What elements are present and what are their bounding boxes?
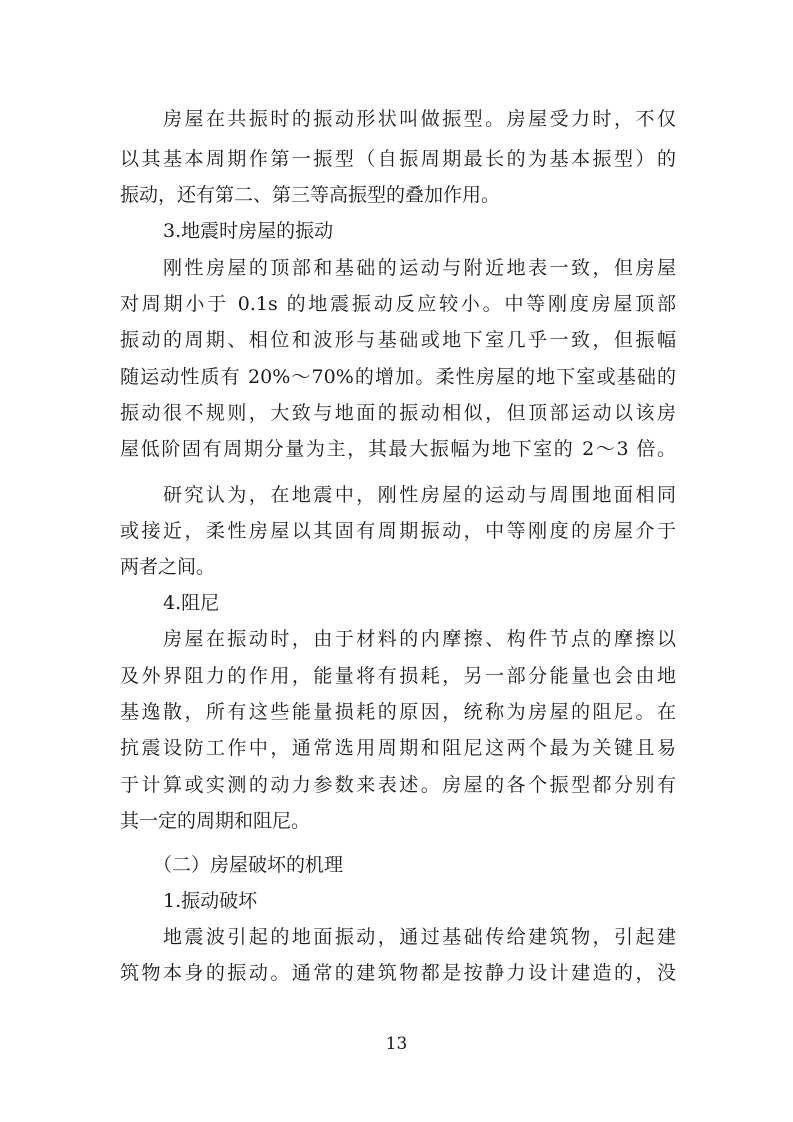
section-heading: （二）房屋破坏的机理 [153,854,344,876]
paragraph-line: 筑物本身的振动。通常的建筑物都是按静力设计建造的，没 [120,962,676,984]
paragraph-line: 对周期小于 0.1s 的地震振动反应较小。中等刚度房屋顶部 [120,293,676,315]
paragraph-line: 于计算或实测的动力参数来表述。房屋的各个振型都分别有 [120,774,676,796]
section-heading: 3.地震时房屋的振动 [163,220,334,242]
paragraph-line: 随运动性质有 20%～70%的增加。柔性房屋的地下室或基础的 [120,366,676,388]
paragraph-line: 研究认为，在地震中，刚性房屋的运动与周围地面相同 [163,484,676,506]
paragraph-line: 房屋在共振时的振动形状叫做振型。房屋受力时，不仅 [163,108,676,130]
section-heading: 4.阻尼 [163,592,220,614]
paragraph-line: 及外界阻力的作用，能量将有损耗，另一部分能量也会由地 [120,665,676,687]
page-number: 13 [385,1034,408,1054]
paragraph-line: 抗震设防工作中，通常选用周期和阻尼这两个最为关键且易 [120,737,676,759]
paragraph-line: 屋低阶固有周期分量为主，其最大振幅为地下室的 2～3 倍。 [120,438,676,460]
paragraph-line: 刚性房屋的顶部和基础的运动与附近地表一致，但房屋 [163,257,676,279]
paragraph-line: 或接近，柔性房屋以其固有周期振动，中等刚度的房屋介于 [120,520,676,542]
paragraph-line: 基逸散，所有这些能量损耗的原因，统称为房屋的阻尼。在 [120,701,676,723]
paragraph-line: 房屋在振动时，由于材料的内摩擦、构件节点的摩擦以 [163,628,676,650]
paragraph-line: 以其基本周期作第一振型（自振周期最长的为基本振型）的 [120,148,676,170]
paragraph-line: 振动很不规则，大致与地面的振动相似，但顶部运动以该房 [120,402,676,424]
paragraph-line: 振动的周期、相位和波形与基础或地下室几乎一致，但振幅 [120,329,676,351]
paragraph-line: 两者之间。 [120,556,216,578]
paragraph-line: 其一定的周期和阻尼。 [120,810,311,832]
section-heading: 1.振动破坏 [163,890,258,912]
paragraph-line: 振动，还有第二、第三等高振型的叠加作用。 [120,184,501,206]
paragraph-line: 地震波引起的地面振动，通过基础传给建筑物，引起建 [163,926,676,948]
